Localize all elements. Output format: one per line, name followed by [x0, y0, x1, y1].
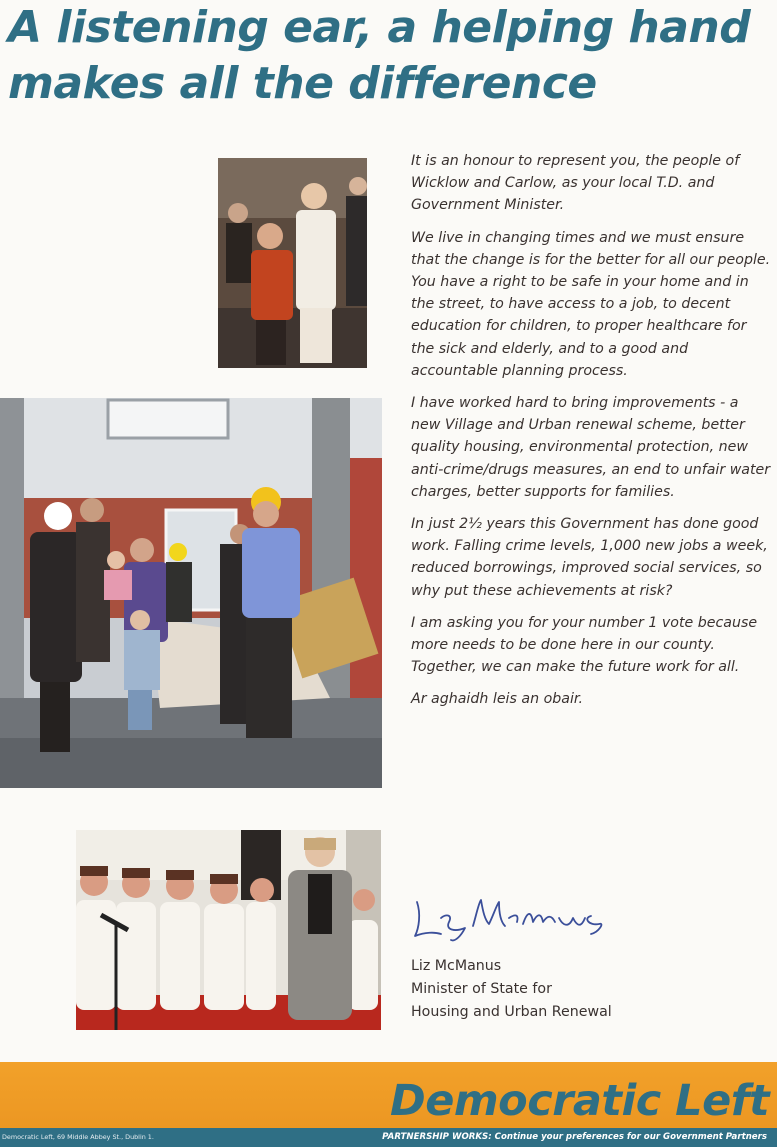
photo-building-site — [0, 398, 382, 788]
photo-candidate-with-crowd — [218, 158, 367, 368]
letter-paragraph: We live in changing times and we must ensure that the change is for the better for all our people. You have a right to be safe in your home and in the street, to have access to a job, to decent education for children, to proper healthcare for the sick and elderly, and to a good and accountable planning process. — [411, 229, 771, 379]
letter-paragraph: It is an honour to represent you, the people of Wicklow and Carlow, as your local T.D. and Government Minister. — [411, 153, 740, 214]
party-logo-text: Democratic Left — [390, 1076, 769, 1126]
signoff-title-line-1: Minister of State for — [411, 981, 552, 997]
photo-choir-with-candidate — [76, 830, 381, 1030]
signoff-name: Liz McManus — [411, 958, 502, 974]
letter-paragraph: In just 2½ years this Government has done good work. Falling crime levels, 1,000 new jobs a week, reduced borrowings, improved social services, so why put these achievements at risk? — [411, 516, 768, 599]
signoff-title-line-2: Housing and Urban Renewal — [411, 1004, 612, 1020]
headline-line-1: A listening ear, a helping hand — [8, 2, 751, 53]
letter-paragraph: I am asking you for your number 1 vote because more needs to be done here in our county. Together, we can make the future work for all. — [411, 614, 758, 676]
headline-line-2: makes all the difference — [8, 58, 597, 109]
letter-body — [411, 150, 771, 715]
footer-imprint: Democratic Left, 69 Middle Abbey St., Dublin 1. — [2, 1133, 154, 1141]
footer-tagline: PARTNERSHIP WORKS: Continue your preferences for our Government Partners — [382, 1132, 767, 1142]
headline — [8, 0, 773, 112]
letter-paragraph: I have worked hard to bring improvements - a new Village and Urban renewal scheme, better quality housing, environmental protection, new anti-crime/drugs measures, an end to unfair water charges, better supports for families. — [411, 395, 771, 500]
signoff-block — [411, 955, 771, 1024]
handwritten-signature — [411, 888, 611, 944]
letter-closing: Ar aghaidh leis an obair. — [411, 691, 583, 708]
